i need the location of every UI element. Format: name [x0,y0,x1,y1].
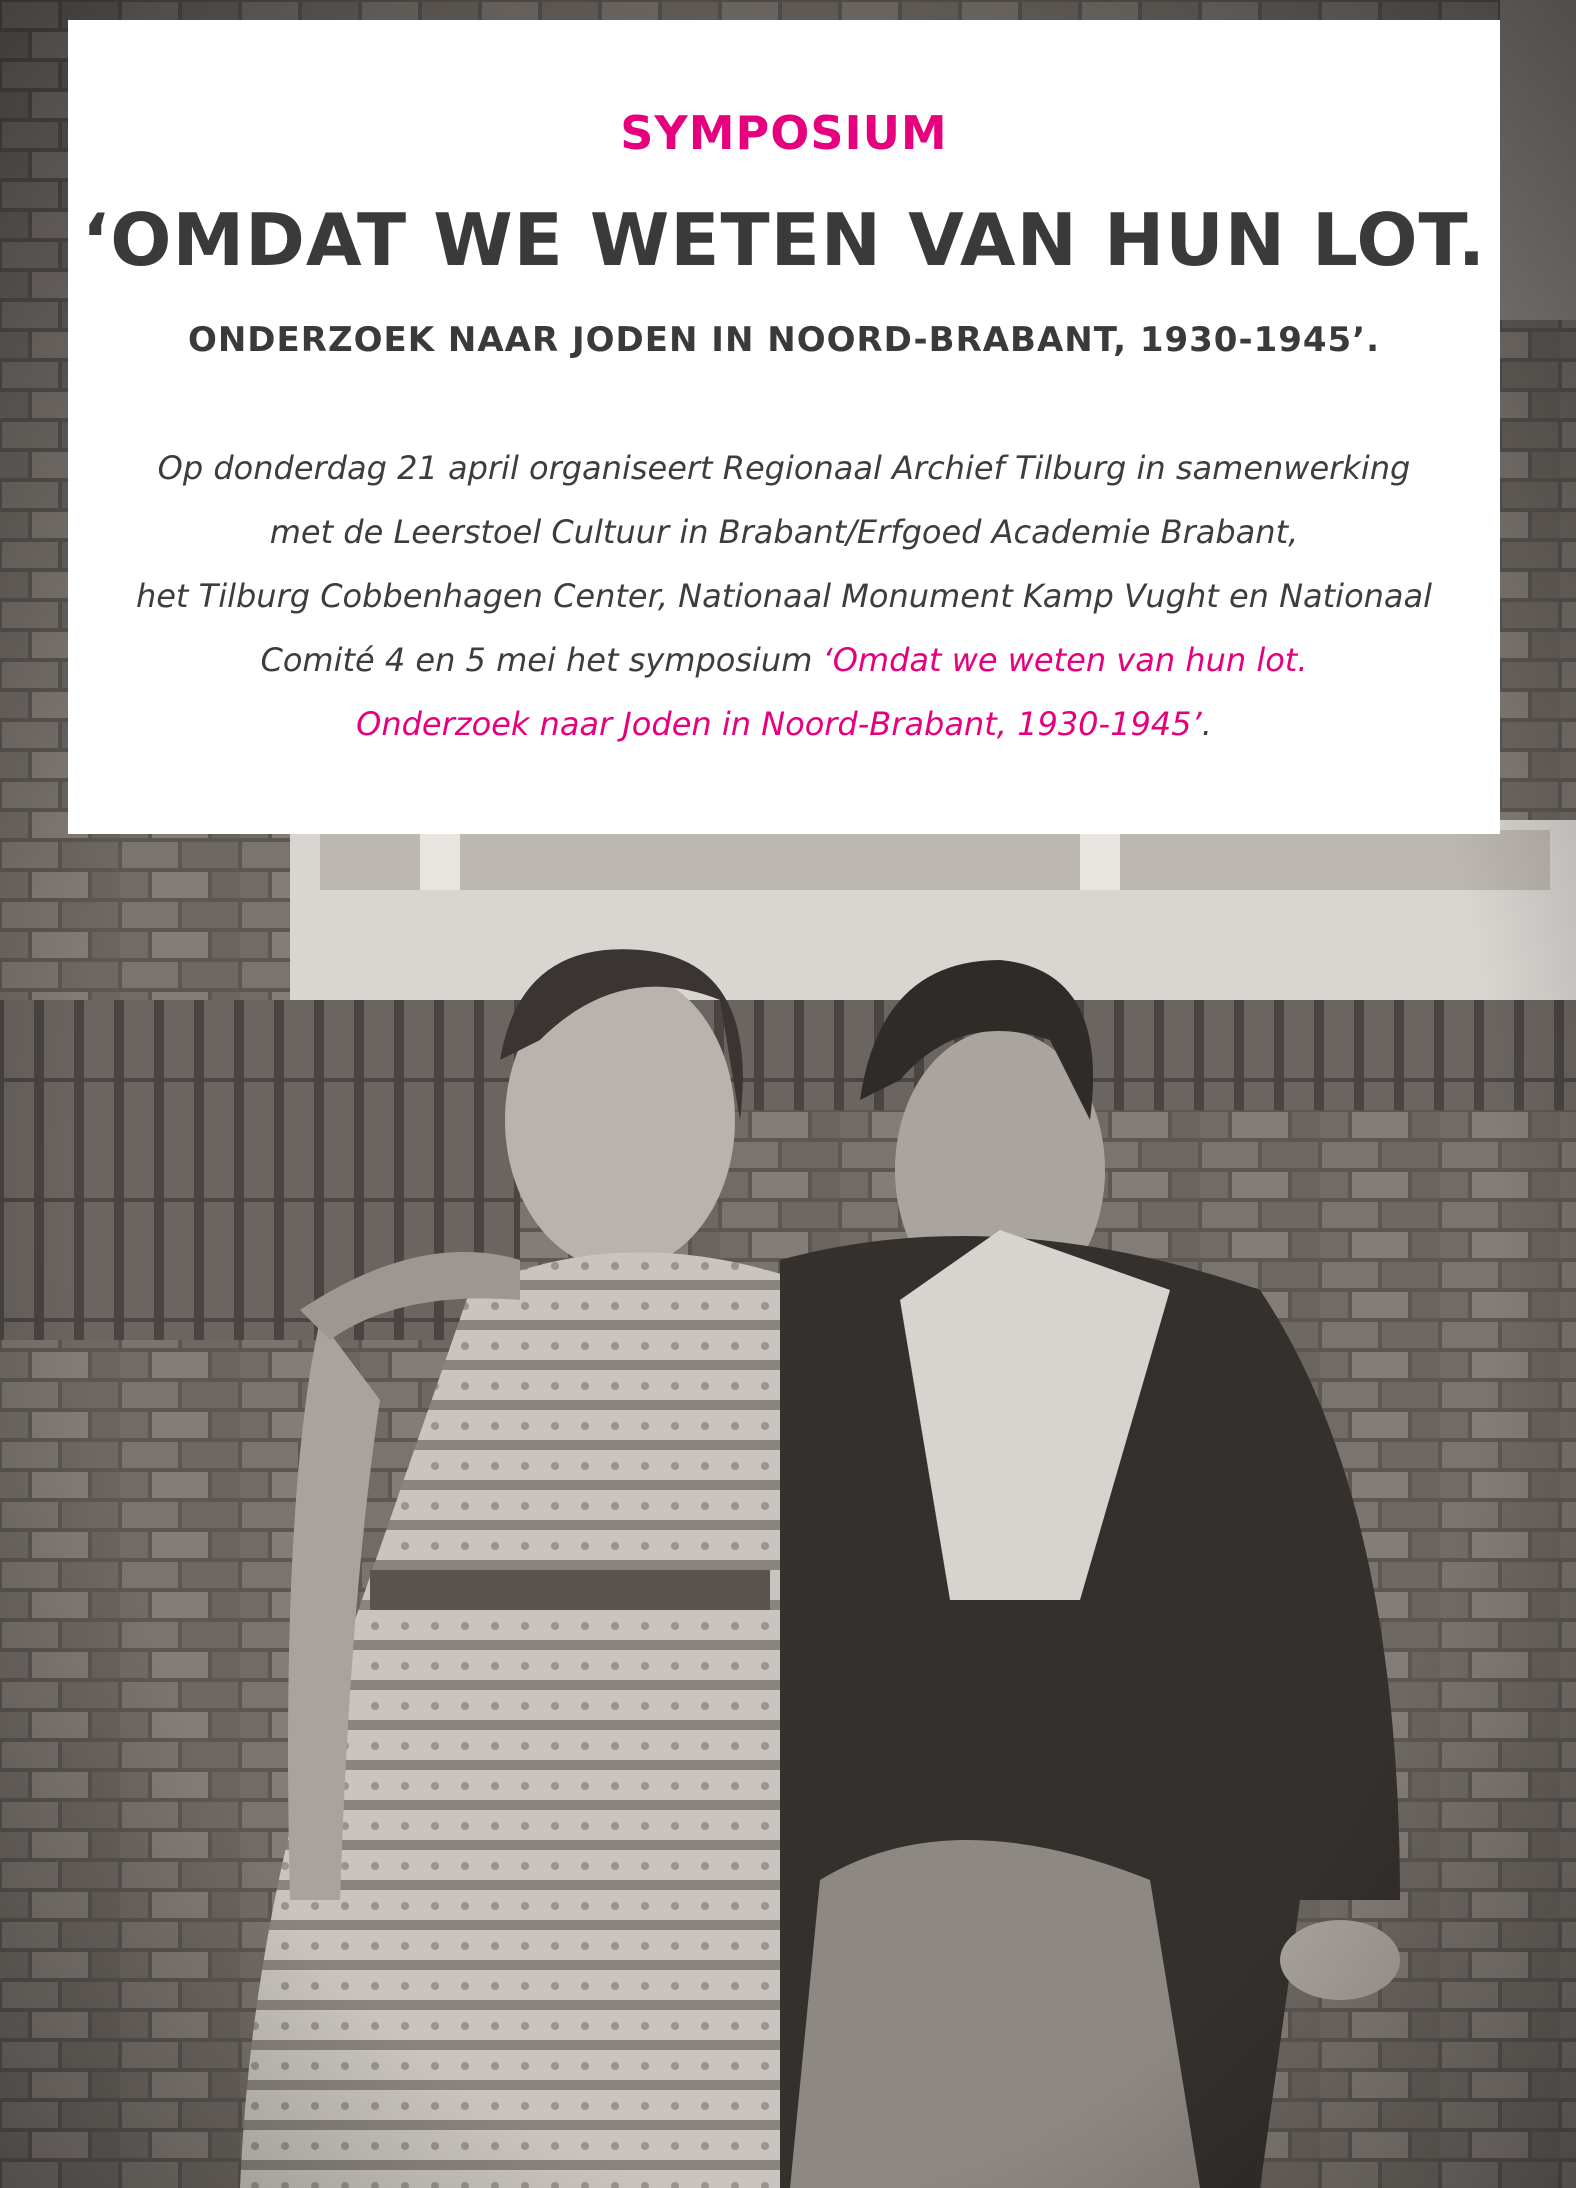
symposium-title-highlight-2: Onderzoek naar Joden in Noord-Brabant, 1930-1945’ [356,705,1202,743]
description-line-2: met de Leerstoel Cultuur in Brabant/Erfgoed Academie Brabant, [269,513,1299,551]
event-kicker: SYMPOSIUM [620,106,948,160]
event-subtitle: ONDERZOEK NAAR JODEN IN NOORD-BRABANT, 1930-1945’. [187,320,1381,360]
description-line-5 [68,692,1500,756]
description-line-3: het Tilburg Cobbenhagen Center, Nationaal Monument Kamp Vught en Nationaal [135,577,1433,615]
description-line-5-end: . [1201,705,1212,743]
description-line-4 [68,628,1500,692]
description-line-4-text: Comité 4 en 5 mei het symposium [260,641,823,679]
symposium-title-highlight-1: ‘Omdat we weten van hun lot. [822,641,1308,679]
description-line-1: Op donderdag 21 april organiseert Regionaal Archief Tilburg in samenwerking [157,449,1411,487]
event-description [68,436,1500,756]
event-title: ‘OMDAT WE WETEN VAN HUN LOT. [81,198,1487,282]
announcement-panel [68,20,1500,834]
